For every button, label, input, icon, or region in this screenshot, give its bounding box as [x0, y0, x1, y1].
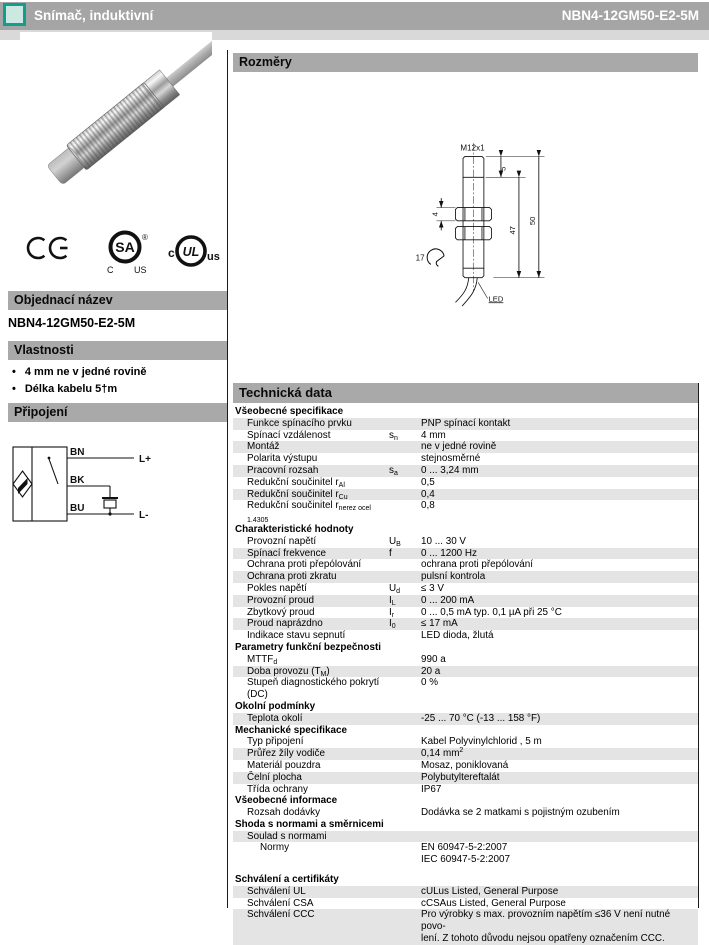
- table-section-header: Okolní podmínky: [235, 700, 316, 712]
- row-value: IP67: [421, 783, 442, 795]
- terminal-label-lminus: L-: [139, 510, 149, 521]
- row-value: 0 ... 200 mA: [421, 594, 475, 606]
- svg-text:UL: UL: [182, 245, 200, 259]
- wire-label-bk: BK: [70, 475, 85, 486]
- table-row: [233, 536, 698, 548]
- row-value: cULus Listed, General Purpose: [421, 885, 559, 897]
- row-label: Funkce spínacího prvku: [247, 417, 352, 429]
- table-row: [233, 595, 698, 607]
- row-value: Mosaz, poniklovaná: [421, 759, 509, 771]
- row-value: stejnosměrné: [421, 453, 481, 465]
- row-value: 0 ... 0,5 mA typ. 0,1 µA při 25 °C: [421, 606, 562, 618]
- svg-text:us: us: [207, 251, 220, 263]
- connection-diagram: [6, 428, 184, 545]
- row-label: Teplota okolí: [247, 712, 303, 724]
- row-value: Kabel Polyvinylchlorid , 5 m: [421, 736, 542, 748]
- row-label: Redukční součinitel $r_{Al}$: [247, 476, 345, 489]
- dim-label-50: 50: [528, 216, 538, 226]
- row-value: 0 ... 1200 Hz: [421, 547, 477, 559]
- section-header-technical-data: Technická data: [233, 383, 698, 403]
- row-label: Redukční součinitel $r_{Cu}$: [247, 488, 348, 501]
- row-value: 990 a: [421, 653, 446, 665]
- table-row: [233, 772, 698, 784]
- row-label: Schválení CSA: [247, 897, 314, 909]
- row-value: Dodávka se 2 matkami s pojistným ozubením: [421, 807, 620, 819]
- technical-data-table: [233, 406, 698, 945]
- row-value: 10 ... 30 V: [421, 535, 467, 547]
- row-label: Spínací vzdálenost: [247, 429, 331, 441]
- table-section-header: Shoda s normami a směrnicemi: [235, 818, 384, 830]
- row-label: Zbytkový proud: [247, 606, 315, 618]
- feature-item: • 4 mm ne v jedné rovině: [10, 366, 226, 379]
- page-header-bar: [0, 2, 709, 30]
- row-value: -25 ... 70 °C (-13 ... 158 °F): [421, 712, 541, 724]
- table-row: [233, 654, 698, 666]
- table-row: [233, 886, 698, 898]
- table-row: [233, 500, 698, 524]
- row-label: Polarita výstupu: [247, 453, 318, 465]
- ul-mark-icon: [168, 237, 220, 265]
- sensor-outline: [455, 156, 491, 306]
- row-value: cCSAus Listed, General Purpose: [421, 897, 566, 909]
- section-header-connection: Připojení: [8, 403, 228, 422]
- table-row: [233, 571, 698, 583]
- row-label: Soulad s normami: [247, 830, 327, 842]
- dimension-drawing: [402, 128, 597, 313]
- table-row: [233, 489, 698, 501]
- row-value: ne v jedné rovině: [421, 441, 497, 453]
- row-value: 0,4: [421, 488, 435, 500]
- row-label: Provozní napětí: [247, 535, 317, 547]
- table-row: [233, 559, 698, 571]
- section-header-order-name: Objednací název: [8, 291, 228, 310]
- page-title: Snímač, induktivní: [34, 8, 154, 23]
- ce-mark-icon: [28, 238, 67, 258]
- table-row: [233, 453, 698, 465]
- load-symbol-icon: [102, 498, 118, 514]
- dim-label-wrench: 17: [415, 253, 425, 263]
- row-label: Typ připojení: [247, 736, 304, 748]
- row-value: Pro výrobky s max. provozním napětím ≤36 V není nutné povo- lení. Z tohoto důvodu nejsou opatřeny označením CCC.: [421, 909, 671, 945]
- row-value: 0,14 $mm^2$: [421, 747, 464, 760]
- row-label: Čelní plocha: [247, 771, 302, 783]
- table-section-header: Charakteristické hodnoty: [235, 523, 354, 535]
- row-label: Indikace stavu sepnutí: [247, 630, 346, 642]
- table-row: [233, 748, 698, 760]
- table-row: [233, 548, 698, 560]
- table-row: [233, 607, 698, 619]
- table-row: [233, 807, 698, 819]
- table-section-header: Schválení a certifikáty: [235, 874, 339, 886]
- wire-label-bn: BN: [70, 447, 85, 458]
- table-row: [233, 842, 698, 866]
- table-row: [233, 909, 698, 944]
- row-symbol: $I_r$: [389, 606, 395, 619]
- table-section-header: Všeobecné informace: [235, 795, 338, 807]
- row-label: Proud naprázdno: [247, 618, 323, 630]
- row-label: Ochrana proti přepólování: [247, 559, 362, 571]
- row-value: 0 %: [421, 677, 439, 689]
- row-label: Stupeň diagnostického pokrytí (DC): [247, 677, 380, 701]
- product-photo-box: [20, 32, 212, 220]
- column-border-right: [698, 383, 699, 908]
- dim-label-5: 5: [498, 166, 508, 171]
- row-value: LED dioda, žlutá: [421, 630, 494, 642]
- row-symbol: $U_B$: [389, 535, 401, 548]
- brand-logo-square: [3, 3, 26, 26]
- table-section-header: Parametry funkční bezpečnosti: [235, 641, 381, 653]
- csa-mark-icon: [107, 233, 148, 276]
- row-label: Rozsah dodávky: [247, 807, 321, 819]
- table-row: [233, 477, 698, 489]
- svg-text:®: ®: [142, 233, 148, 242]
- table-row: [233, 583, 698, 595]
- row-value: 0,5: [421, 476, 435, 488]
- feature-item: • Délka kabelu 5†m: [10, 383, 226, 396]
- column-border-left: [227, 50, 228, 908]
- table-section-header: Mechanické specifikace: [235, 724, 347, 736]
- table-row: [233, 666, 698, 678]
- row-label: Normy: [260, 842, 290, 854]
- row-label: Průřez žíly vodiče: [247, 748, 325, 760]
- table-row: [233, 736, 698, 748]
- svg-text:SA: SA: [115, 239, 135, 255]
- svg-text:US: US: [134, 265, 147, 275]
- row-symbol: $U_d$: [389, 582, 401, 595]
- section-header-features: Vlastnosti: [8, 341, 228, 360]
- order-designation: NBN4-12GM50-E2-5M: [8, 316, 136, 330]
- table-row: [233, 713, 698, 725]
- table-row: [233, 831, 698, 843]
- table-row: [233, 677, 698, 701]
- row-value: ochrana proti přepólování: [421, 559, 533, 571]
- row-value: 20 a: [421, 665, 441, 677]
- row-label: Montáž: [247, 441, 280, 453]
- svg-text:c: c: [168, 246, 175, 260]
- row-label: Spínací frekvence: [247, 547, 327, 559]
- row-label: Schválení UL: [247, 885, 306, 897]
- row-symbol: $s_a$: [389, 464, 398, 477]
- table-row: [233, 784, 698, 796]
- table-row: [233, 441, 698, 453]
- header-product-number: NBN4-12GM50-E2-5M: [561, 8, 699, 23]
- row-symbol: $s_n$: [389, 429, 398, 442]
- table-row: [233, 618, 698, 630]
- row-symbol: f: [389, 547, 392, 559]
- row-value: ≤ 17 mA: [421, 618, 458, 630]
- row-label: Pokles napětí: [247, 582, 307, 594]
- inductive-sensor-symbol-icon: [13, 471, 32, 497]
- dim-label-thread: M12x1: [460, 143, 485, 153]
- terminal-label-lplus: L+: [139, 454, 151, 465]
- wire-label-bu: BU: [70, 503, 85, 514]
- row-value: EN 60947-5-2:2007 IEC 60947-5-2:2007: [421, 842, 510, 866]
- table-row: [233, 418, 698, 430]
- row-label: Pracovní rozsah: [247, 464, 319, 476]
- row-value: 0 ... 3,24 mm: [421, 464, 479, 476]
- row-value: PNP spínací kontakt: [421, 417, 511, 429]
- table-row: [233, 760, 698, 772]
- row-symbol: $I_L$: [389, 594, 396, 607]
- row-label: $MTTF_d$: [247, 653, 278, 666]
- dim-label-led: LED: [488, 294, 504, 304]
- table-row: [233, 630, 698, 642]
- row-value: 4 mm: [421, 429, 446, 441]
- row-value: pulsní kontrola: [421, 571, 486, 583]
- table-row: [233, 430, 698, 442]
- dim-label-4: 4: [430, 212, 440, 217]
- row-label: Třída ochrany: [247, 783, 308, 795]
- table-row: [233, 465, 698, 477]
- row-symbol: $I_0$: [389, 618, 396, 631]
- connection-sensor-box: [13, 447, 67, 521]
- row-label: Schválení CCC: [247, 909, 315, 921]
- row-label: Provozní proud: [247, 594, 314, 606]
- row-label: Ochrana proti zkratu: [247, 571, 337, 583]
- row-label: Doba provozu $(T_M)$: [247, 665, 330, 678]
- row-label: Redukční součinitel $r_{nerez ocel 1.4305}$: [247, 500, 371, 525]
- table-section-gap: [233, 866, 698, 874]
- svg-text:C: C: [107, 265, 114, 275]
- table-section-header: Všeobecné specifikace: [235, 406, 344, 417]
- wrench-icon: [427, 249, 444, 266]
- row-label: Materiál pouzdra: [247, 759, 321, 771]
- row-value: 0,8: [421, 500, 435, 512]
- row-value: ≤ 3 V: [421, 582, 444, 594]
- section-header-dimensions: Rozměry: [233, 53, 698, 72]
- certification-logos: [14, 228, 224, 280]
- row-value: Polybutyltereftalát: [421, 771, 500, 783]
- dim-label-47: 47: [508, 226, 518, 235]
- product-photo: [20, 32, 212, 220]
